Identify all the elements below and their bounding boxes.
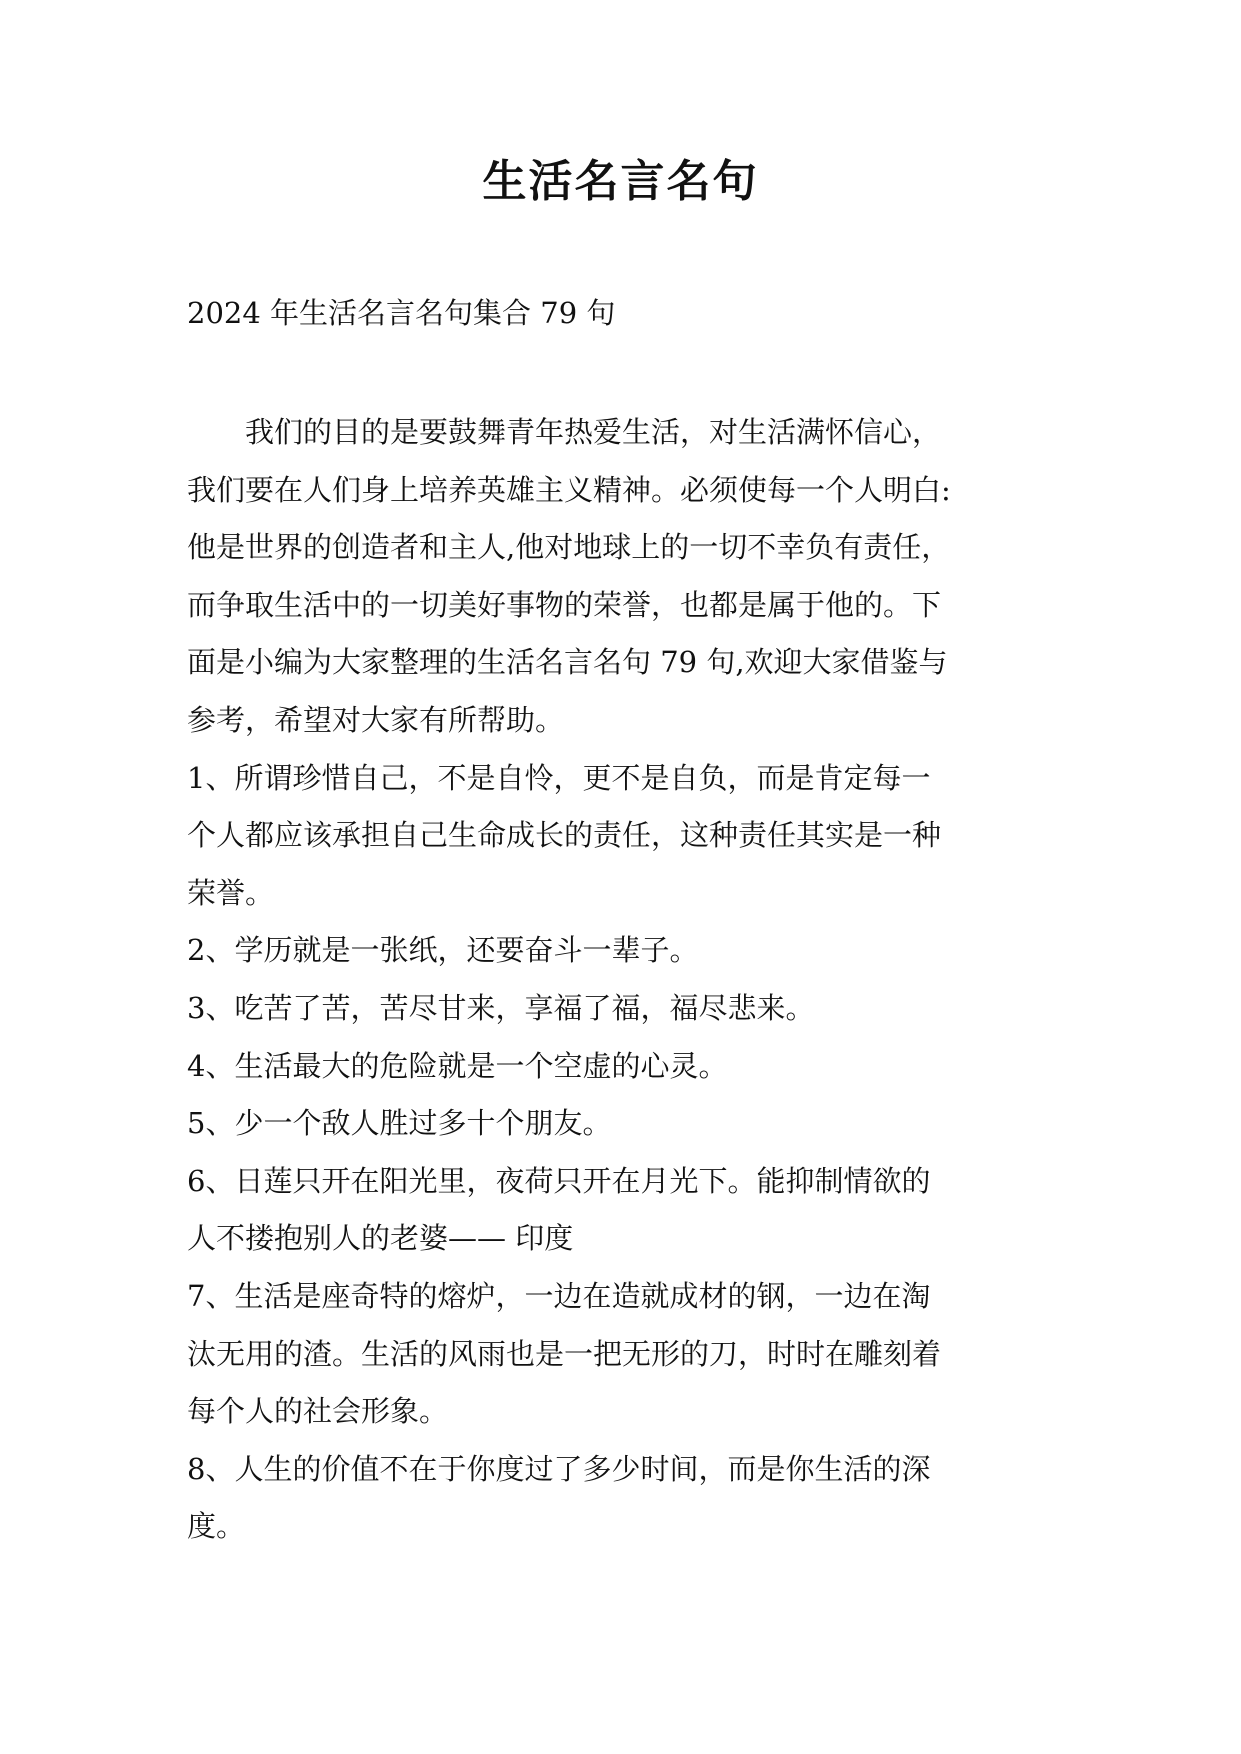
text-line: 他是世界的创造者和主人,他对地球上的一切不幸负有责任， xyxy=(187,530,951,565)
text-line: 我们的目的是要鼓舞青年热爱生活，对生活满怀信心， xyxy=(187,415,942,449)
document-subtitle: 2024 年生活名言名句集合 79 句 xyxy=(187,296,616,330)
quote-line: 荣誉。 xyxy=(187,875,275,910)
quote-line: 8、人生的价值不在于你度过了多少时间，而是你生活的深 xyxy=(187,1451,931,1486)
quote-line: 4、生活最大的危险就是一个空虚的心灵。 xyxy=(187,1048,728,1083)
quote-line: 3、吃苦了苦，苦尽甘来，享福了福，福尽悲来。 xyxy=(187,990,815,1025)
quote-line: 2、学历就是一张纸，还要奋斗一辈子。 xyxy=(187,933,699,968)
text-line: 参考，希望对大家有所帮助。 xyxy=(187,702,565,737)
text-line: 面是小编为大家整理的生活名言名句 79 句,欢迎大家借鉴与 xyxy=(187,645,948,680)
quote-line: 5、少一个敌人胜过多十个朋友。 xyxy=(187,1106,612,1141)
quote-line: 6、日莲只开在阳光里，夜荷只开在月光下。能抑制情欲的 xyxy=(187,1163,931,1198)
body-text xyxy=(187,404,1067,1556)
quote-line: 7、生活是座奇特的熔炉，一边在造就成材的钢，一边在淘 xyxy=(187,1278,931,1313)
quote-line: 度。 xyxy=(187,1509,246,1544)
text-line: 我们要在人们身上培养英雄主义精神。必须使每一个人明白: xyxy=(187,472,951,507)
text-line: 而争取生活中的一切美好事物的荣誉，也都是属于他的。下 xyxy=(187,587,942,622)
document-title: 生活名言名句 xyxy=(482,156,759,207)
quote-line: 每个人的社会形象。 xyxy=(187,1394,449,1429)
quote-line: 汰无用的渣。生活的风雨也是一把无形的刀，时时在雕刻着 xyxy=(187,1336,942,1371)
quote-line: 1、所谓珍惜自己，不是自怜，更不是自负，而是肯定每一 xyxy=(187,760,931,795)
quote-line: 个人都应该承担自己生命成长的责任，这种责任其实是一种 xyxy=(187,818,942,853)
quote-line: 人不搂抱别人的老婆—— 印度 xyxy=(187,1221,574,1256)
